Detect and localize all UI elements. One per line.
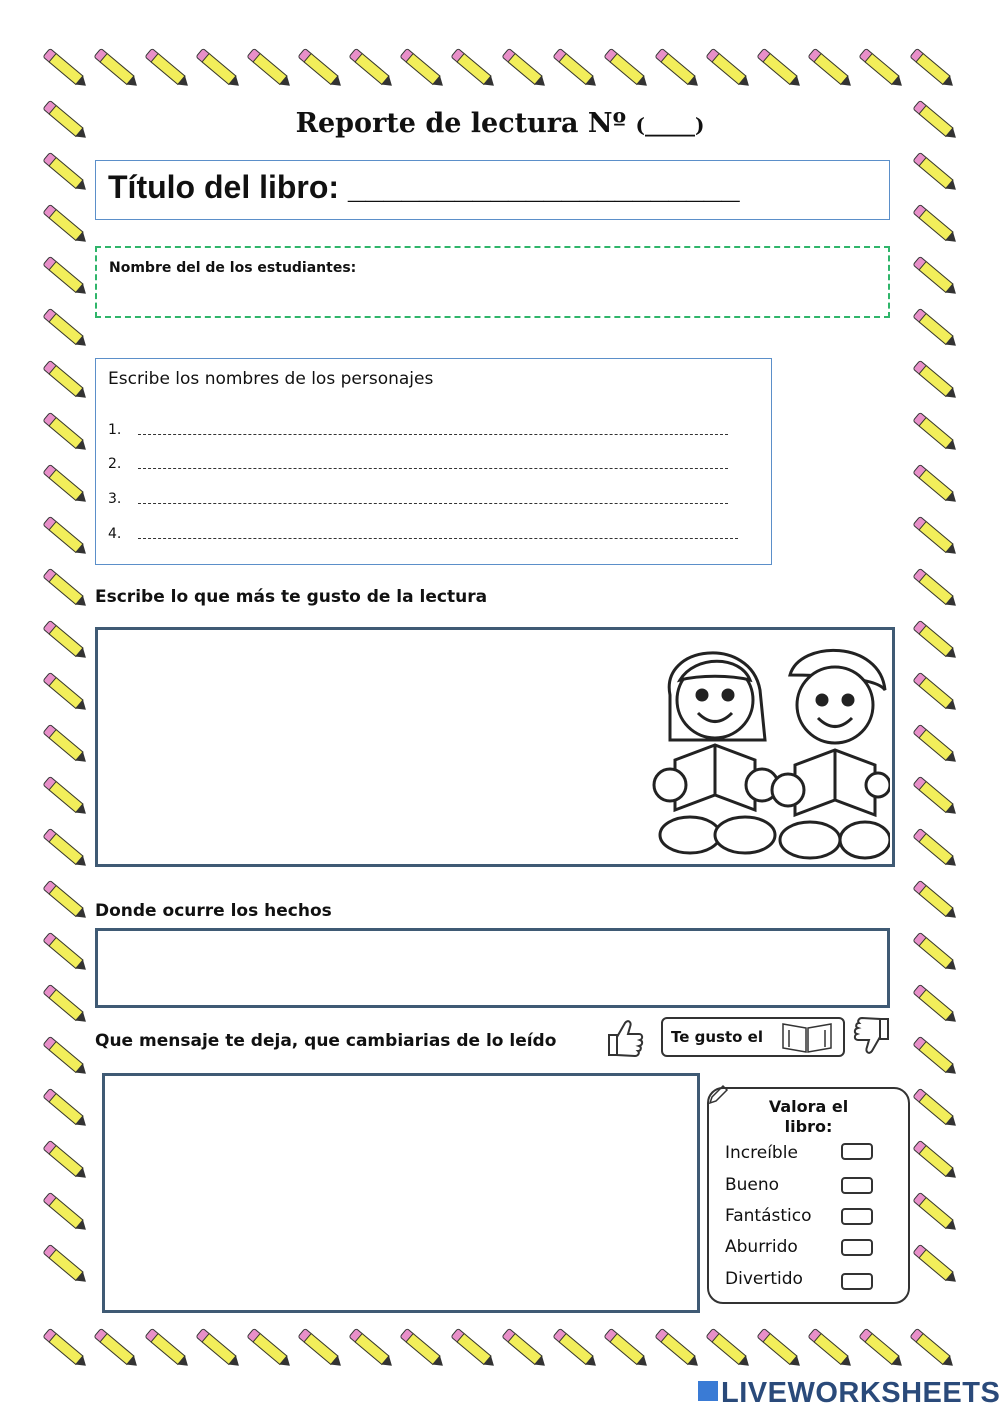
open-book-icon: [779, 1020, 835, 1054]
pencil-border-icon: [39, 928, 93, 978]
dashed-line: [138, 495, 728, 504]
rating-option-bueno[interactable]: [725, 1175, 895, 1195]
pencil-border-icon: [39, 668, 93, 718]
dashed-line: [138, 530, 738, 539]
rating-option-aburrido[interactable]: [725, 1237, 895, 1257]
pencil-border-icon: [909, 1032, 963, 1082]
pencil-border-icon: [39, 408, 93, 458]
character-line-1[interactable]: [108, 422, 728, 438]
students-names-label: Nombre del de los estudiantes:: [109, 260, 357, 276]
pencil-border-icon: [906, 1324, 960, 1374]
pencil-border-icon: [906, 44, 960, 94]
pencil-border-icon: [39, 304, 93, 354]
setting-answer-box[interactable]: [95, 928, 890, 1008]
pencil-border-icon: [345, 44, 399, 94]
pencil-border-icon: [39, 1324, 93, 1374]
character-number: 2.: [108, 456, 122, 472]
pencil-border-icon: [39, 980, 93, 1030]
rating-option-label: Divertido: [725, 1269, 803, 1289]
liked-most-label: Escribe lo que más te gusto de la lectura: [95, 587, 488, 607]
pencil-border-icon: [39, 876, 93, 926]
character-line-3[interactable]: [108, 491, 728, 507]
characters-box: [95, 358, 772, 565]
pencil-border-icon: [39, 720, 93, 770]
rating-option-label: Aburrido: [725, 1237, 798, 1257]
pencil-border-icon: [447, 44, 501, 94]
students-names-box[interactable]: [95, 246, 890, 318]
pencil-border-icon: [909, 512, 963, 562]
pencil-border-icon: [192, 44, 246, 94]
pencil-border-icon: [141, 44, 195, 94]
rating-title-line2: libro:: [784, 1117, 833, 1136]
pencil-border-icon: [909, 564, 963, 614]
pencil-border-icon: [39, 616, 93, 666]
pencil-border-icon: [909, 408, 963, 458]
pencil-border-icon: [855, 44, 909, 94]
pencil-border-icon: [90, 1324, 144, 1374]
thumbs-up-icon[interactable]: [603, 1015, 647, 1059]
rating-title-line1: Valora el: [768, 1097, 849, 1116]
pencil-border-icon: [909, 200, 963, 250]
character-line-2[interactable]: [108, 456, 728, 472]
pencil-border-icon: [39, 1136, 93, 1186]
page-title: [0, 108, 1000, 139]
dashed-line: [138, 426, 728, 435]
pencil-border-icon: [600, 1324, 654, 1374]
pencil-border-icon: [753, 1324, 807, 1374]
pencil-border-icon: [909, 720, 963, 770]
rating-option-label: Increíble: [725, 1143, 798, 1163]
watermark-text: LIVEWORKSHEETS: [721, 1377, 1000, 1409]
rating-option-fantastico[interactable]: [725, 1206, 895, 1226]
pencil-border-icon: [909, 980, 963, 1030]
rating-card: [707, 1087, 910, 1304]
liveworksheets-watermark[interactable]: [698, 1377, 1000, 1410]
pencil-border-icon: [909, 616, 963, 666]
pencil-border-icon: [909, 668, 963, 718]
rating-checkbox[interactable]: [841, 1143, 873, 1160]
pencil-border-icon: [39, 200, 93, 250]
pencil-border-icon: [39, 1188, 93, 1238]
pencil-border-icon: [909, 252, 963, 302]
pencil-border-icon: [702, 1324, 756, 1374]
pencil-border-icon: [39, 1032, 93, 1082]
dashed-line: [138, 460, 728, 469]
pencil-border-icon: [498, 44, 552, 94]
pencil-border-icon: [909, 1240, 963, 1290]
pencil-border-icon: [90, 44, 144, 94]
pencil-border-icon: [909, 460, 963, 510]
character-number: 3.: [108, 491, 122, 507]
liked-tag-label: Te gusto el: [671, 1028, 763, 1046]
pencil-border-icon: [702, 44, 756, 94]
message-label: Que mensaje te deja, que cambiarias de lo leído: [95, 1031, 557, 1051]
rating-checkbox[interactable]: [841, 1273, 873, 1290]
pencil-border-icon: [909, 1136, 963, 1186]
pencil-border-icon: [39, 44, 93, 94]
pencil-border-icon: [294, 1324, 348, 1374]
pencil-border-icon: [243, 1324, 297, 1374]
pencil-border-icon: [39, 512, 93, 562]
book-title-box[interactable]: [95, 160, 890, 220]
pencil-border-icon: [39, 824, 93, 874]
pencil-border-icon: [39, 564, 93, 614]
pencil-border-icon: [909, 304, 963, 354]
pencil-border-icon: [396, 1324, 450, 1374]
message-answer-box[interactable]: [102, 1073, 700, 1313]
pencil-border-icon: [39, 1240, 93, 1290]
rating-option-increible[interactable]: [725, 1143, 895, 1163]
character-number: 1.: [108, 422, 122, 438]
rating-option-label: Bueno: [725, 1175, 780, 1195]
pencil-border-icon: [651, 1324, 705, 1374]
book-title-label: Título del libro: ______________________: [108, 169, 740, 205]
pencil-border-icon: [909, 928, 963, 978]
pencil-border-icon: [39, 252, 93, 302]
pencil-border-icon: [753, 44, 807, 94]
pencil-border-icon: [855, 1324, 909, 1374]
rating-checkbox[interactable]: [841, 1177, 873, 1194]
pencil-border-icon: [804, 1324, 858, 1374]
pencil-border-icon: [549, 44, 603, 94]
pencil-border-icon: [243, 44, 297, 94]
pencil-border-icon: [909, 356, 963, 406]
liked-most-answer-box[interactable]: [95, 627, 895, 867]
pencil-border-icon: [600, 44, 654, 94]
characters-label: Escribe los nombres de los personajes: [108, 369, 434, 389]
pencil-border-icon: [39, 772, 93, 822]
pencil-border-icon: [396, 44, 450, 94]
liveworksheets-logo-icon: [698, 1381, 718, 1401]
rating-checkbox[interactable]: [841, 1208, 873, 1225]
rating-option-label: Fantástico: [725, 1206, 812, 1226]
pencil-border-icon: [39, 356, 93, 406]
pencil-border-icon: [909, 148, 963, 198]
rating-option-divertido[interactable]: [725, 1269, 895, 1289]
title-text: Reporte de lectura Nº: [295, 108, 627, 139]
pencil-border-icon: [909, 876, 963, 926]
pencil-border-icon: [804, 44, 858, 94]
pencil-border-icon: [909, 1084, 963, 1134]
pencil-border-icon: [39, 1084, 93, 1134]
pencil-border-icon: [294, 44, 348, 94]
pencil-border-icon: [909, 824, 963, 874]
character-line-4[interactable]: [108, 526, 738, 542]
pencil-border-icon: [909, 772, 963, 822]
liked-the-book-tag: [661, 1017, 845, 1057]
thumbs-down-icon[interactable]: [850, 1015, 894, 1059]
rating-title: [709, 1097, 908, 1137]
pencil-border-icon: [39, 148, 93, 198]
pencil-border-icon: [39, 460, 93, 510]
pencil-border-icon: [498, 1324, 552, 1374]
pencil-border-icon: [192, 1324, 246, 1374]
pencil-border-icon: [141, 1324, 195, 1374]
pencil-border-icon: [447, 1324, 501, 1374]
report-number-blank: (_____): [635, 113, 705, 137]
kids-reading-illustration: [650, 635, 890, 865]
pencil-border-icon: [549, 1324, 603, 1374]
character-number: 4.: [108, 526, 122, 542]
setting-label: Donde ocurre los hechos: [95, 901, 332, 921]
pencil-border-icon: [345, 1324, 399, 1374]
pencil-border-icon: [651, 44, 705, 94]
rating-checkbox[interactable]: [841, 1239, 873, 1256]
pencil-border-icon: [909, 1188, 963, 1238]
